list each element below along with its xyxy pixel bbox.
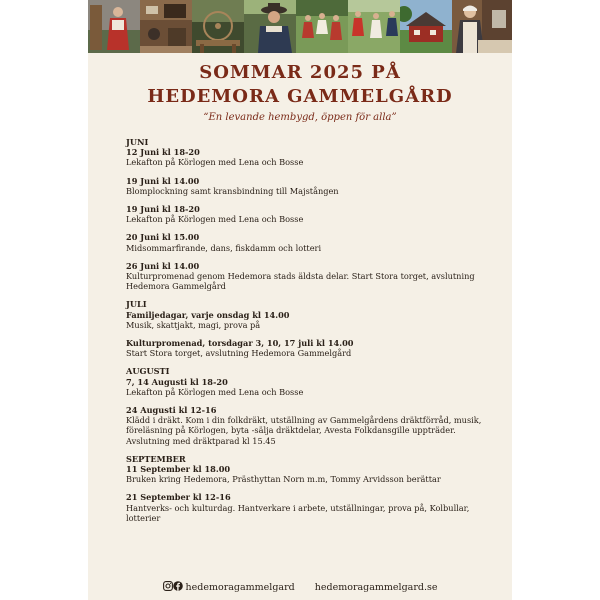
event-heading: Familjedagar, varje onsdag kl 14.00 [126, 309, 290, 320]
month-label-juli: JULI [126, 299, 147, 310]
photo-red-cottage [400, 0, 452, 53]
photo-strip [88, 0, 512, 53]
photo-folk-costume [88, 0, 140, 53]
event-item [126, 405, 486, 446]
event-heading: 24 Augusti kl 12-16 [126, 405, 217, 416]
event-description: Kulturpromenad genom Hedemora stads äldsta delar. Start Stora torget, avslutning Hedemora Gammelgård [126, 271, 475, 292]
footer [88, 581, 512, 594]
event-heading: 11 September kl 18.00 [126, 464, 231, 475]
event-description: Lekafton på Körlogen med Lena och Bosse [126, 157, 304, 168]
event-heading: 26 Juni kl 14.00 [126, 260, 200, 271]
event-item [126, 464, 486, 484]
photo-spinning-wheel [192, 0, 244, 53]
event-heading: 7, 14 Augusti kl 18-20 [126, 376, 228, 387]
month-block-september [126, 454, 486, 523]
photo-man-in-hat [244, 0, 296, 53]
event-item [126, 310, 486, 330]
photo-woman-baking [452, 0, 512, 53]
event-description: Lekafton på Körlogen med Lena och Bosse [126, 214, 304, 225]
photo-dancers-field [348, 0, 400, 53]
program [126, 137, 486, 531]
event-heading: 12 Juni kl 18-20 [126, 147, 200, 158]
event-item [126, 232, 486, 252]
social-handle[interactable]: hedemoragammelgard [185, 582, 295, 593]
event-item [126, 176, 486, 196]
month-block-juli [126, 299, 486, 358]
event-description: Midsommarfirande, dans, fiskdamm och lotteri [126, 242, 322, 253]
title-line-1: SOMMAR 2025 PÅ [199, 62, 401, 83]
month-block-juni [126, 137, 486, 291]
event-item [126, 338, 486, 358]
event-heading: 19 Juni kl 18-20 [126, 204, 200, 215]
month-block-augusti [126, 366, 486, 445]
event-item [126, 377, 486, 397]
event-item [126, 492, 486, 523]
month-label-augusti: AUGUSTI [126, 366, 170, 377]
subtitle-motto: “En levande hembygd, öppen för alla” [203, 112, 397, 123]
title-line-2: HEDEMORA GAMMELGÅRD [147, 86, 453, 107]
event-description: Musik, skattjakt, magi, prova på [126, 319, 261, 330]
event-item [126, 204, 486, 224]
poster [88, 0, 512, 600]
event-description: Klädd i dräkt. Kom i din folkdräkt, utställning av Gammelgårdens dräktförråd, musik, föreläsning på Körlogen, byta -sälja dräktdelar, Avesta Folkdansgille uppträder. Avslutning med dräktparad kl 15.45 [126, 415, 482, 446]
event-item [126, 147, 486, 167]
month-label-juni: JUNI [126, 137, 149, 147]
facebook-icon[interactable] [173, 581, 183, 594]
event-description: Bruken kring Hedemora, Prästhyttan Norn m.m, Tommy Arvidsson berättar [126, 474, 441, 485]
photo-old-kitchen [140, 0, 192, 53]
event-heading: 21 September kl 12-16 [126, 492, 231, 503]
event-item [126, 261, 486, 292]
website-link[interactable]: hedemoragammelgard.se [314, 582, 438, 593]
event-description: Hantverks- och kulturdag. Hantverkare i arbete, utställningar, prova på, Kolbullar, lotterier [126, 502, 470, 523]
event-heading: 20 Juni kl 15.00 [126, 232, 200, 243]
instagram-icon[interactable] [163, 581, 173, 594]
event-description: Start Stora torget, avslutning Hedemora Gammelgård [126, 348, 352, 359]
event-description: Blomplockning samt kransbindning till Majstången [126, 185, 339, 196]
month-label-september: SEPTEMBER [126, 453, 186, 464]
event-description: Lekafton på Körlogen med Lena och Bosse [126, 386, 304, 397]
event-heading: Kulturpromenad, torsdagar 3, 10, 17 juli kl 14.00 [126, 338, 354, 349]
event-heading: 19 Juni kl 14.00 [126, 175, 200, 186]
photo-folk-dance [296, 0, 348, 53]
